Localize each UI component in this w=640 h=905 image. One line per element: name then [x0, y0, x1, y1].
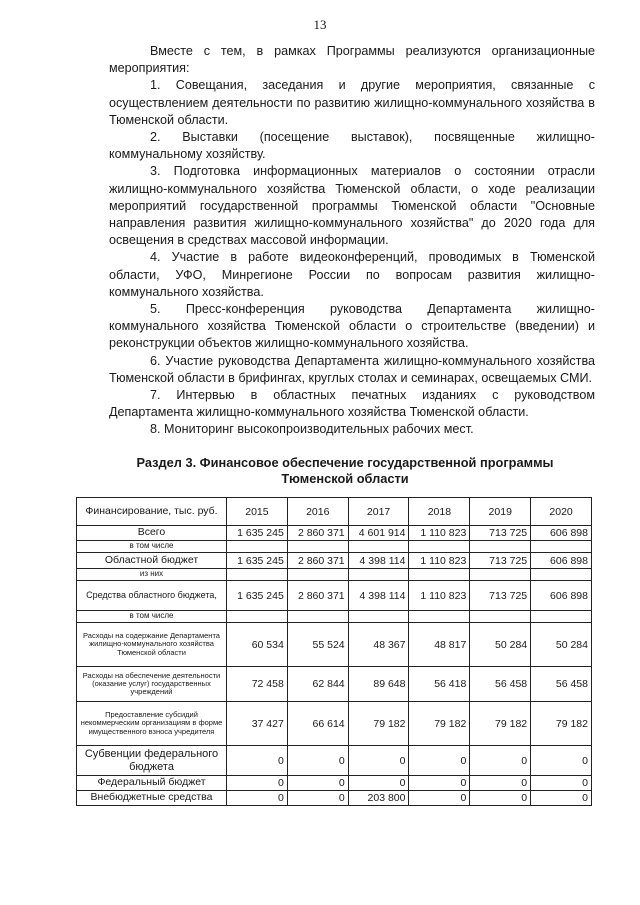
cell-value: 0 — [531, 746, 592, 776]
cell-value: 0 — [287, 746, 348, 776]
cell-value: 48 817 — [409, 623, 470, 667]
section-title-line: Раздел 3. Финансовое обеспечение государственной программы — [136, 455, 554, 470]
table-row — [77, 526, 592, 541]
table-row — [77, 702, 592, 746]
table-row — [77, 791, 592, 806]
cell-value: 606 898 — [531, 553, 592, 569]
table-row — [77, 569, 592, 581]
section-title — [90, 455, 600, 487]
cell-value: 79 182 — [470, 702, 531, 746]
paragraph: 2. Выставки (посещение выставок), посвященные жилищно-коммунальному хозяйству. — [109, 130, 595, 162]
row-label: Средства областного бюджета, — [77, 581, 227, 611]
cell-value: 203 800 — [348, 791, 409, 806]
table-row — [77, 623, 592, 667]
table-row — [77, 581, 592, 611]
paragraph: 4. Участие в работе видеоконференций, проводимых в Тюменской области, УФО, Минрегионе России по вопросам развития жилищно-коммунального хозяйства. — [109, 250, 595, 299]
row-label: Расходы на содержание Департамента жилищно-коммунального хозяйства Тюменской области — [77, 623, 227, 667]
cell-value: 79 182 — [409, 702, 470, 746]
cell-value: 56 458 — [470, 667, 531, 702]
cell-value: 79 182 — [348, 702, 409, 746]
cell-value: 1 110 823 — [409, 526, 470, 541]
cell-value: 0 — [470, 746, 531, 776]
paragraph: 1. Совещания, заседания и другие мероприятия, связанные с осуществлением деятельности по развитию жилищно-коммунального хозяйства в Тюменской области. — [109, 78, 595, 127]
cell-value: 62 844 — [287, 667, 348, 702]
paragraph: 7. Интервью в областных печатных изданиях с руководством Департамента жилищно-коммунального хозяйства Тюменской области. — [109, 388, 595, 420]
cell-value: 713 725 — [470, 553, 531, 569]
year-header: 2020 — [531, 498, 592, 526]
paragraph: Вместе с тем, в рамках Программы реализуются организационные мероприятия: — [109, 44, 595, 76]
cell-value: 606 898 — [531, 581, 592, 611]
section-title-line: Тюменской области — [281, 471, 409, 486]
table-header-row — [77, 498, 592, 526]
row-label: Федеральный бюджет — [77, 776, 227, 791]
row-label: Расходы на обеспечение деятельности (оказание услуг) государственных учреждений — [77, 667, 227, 702]
year-header: 2017 — [348, 498, 409, 526]
year-header: 2018 — [409, 498, 470, 526]
cell-value: 1 635 245 — [227, 526, 288, 541]
cell-value: 0 — [227, 791, 288, 806]
cell-value: 4 601 914 — [348, 526, 409, 541]
cell-value: 0 — [531, 776, 592, 791]
paragraph: 6. Участие руководства Департамента жилищно-коммунального хозяйства Тюменской области в брифингах, круглых столах и семинарах, освещаемых СМИ. — [109, 353, 595, 385]
cell-value: 48 367 — [348, 623, 409, 667]
cell-value: 56 458 — [531, 667, 592, 702]
table-row — [77, 667, 592, 702]
cell-value: 713 725 — [470, 581, 531, 611]
table-row — [77, 541, 592, 553]
row-label: Субвенции федерального бюджета — [77, 746, 227, 776]
cell-value: 4 398 114 — [348, 581, 409, 611]
paragraph: 8. Мониторинг высокопроизводительных рабочих мест. — [150, 422, 474, 437]
cell-value: 79 182 — [531, 702, 592, 746]
cell-value: 713 725 — [470, 526, 531, 541]
year-header: 2019 — [470, 498, 531, 526]
cell-value: 50 284 — [531, 623, 592, 667]
cell-value: 0 — [409, 791, 470, 806]
page-number: 13 — [313, 17, 327, 32]
row-label: Областной бюджет — [77, 553, 227, 569]
cell-value: 72 458 — [227, 667, 288, 702]
row-label: в том числе — [77, 541, 227, 553]
cell-value: 1 110 823 — [409, 553, 470, 569]
cell-value: 2 860 371 — [287, 526, 348, 541]
cell-value: 1 110 823 — [409, 581, 470, 611]
table-row — [77, 746, 592, 776]
cell-value: 606 898 — [531, 526, 592, 541]
cell-value: 0 — [287, 776, 348, 791]
cell-value: 2 860 371 — [287, 581, 348, 611]
row-label: Внебюджетные средства — [77, 791, 227, 806]
row-label: Предоставление субсидий некоммерческим организациям в форме имущественного взноса учредителя — [77, 702, 227, 746]
cell-value: 66 614 — [287, 702, 348, 746]
cell-value: 0 — [409, 776, 470, 791]
intro-text — [109, 43, 595, 439]
paragraph: 3. Подготовка информационных материалов о состоянии отрасли жилищно-коммунального хозяйства Тюменской области, о ходе реализации мероприятий государственной программы Тюменской области "Основные направления развития жилищно-коммунального хозяйства" до 2020 года для освещения в средствах массовой информации. — [109, 164, 595, 248]
financing-table — [76, 497, 592, 806]
cell-value: 4 398 114 — [348, 553, 409, 569]
cell-value: 56 418 — [409, 667, 470, 702]
cell-value: 0 — [348, 746, 409, 776]
cell-value: 55 524 — [287, 623, 348, 667]
cell-value: 2 860 371 — [287, 553, 348, 569]
cell-value: 0 — [227, 746, 288, 776]
cell-value: 89 648 — [348, 667, 409, 702]
row-label: Всего — [77, 526, 227, 541]
cell-value: 1 635 245 — [227, 553, 288, 569]
cell-value: 0 — [470, 776, 531, 791]
year-header: 2015 — [227, 498, 288, 526]
cell-value: 0 — [227, 776, 288, 791]
table-row — [77, 611, 592, 623]
table-row — [77, 776, 592, 791]
paragraph: 5. Пресс-конференция руководства Департамента жилищно-коммунального хозяйства Тюменской области о строительстве (введении) и реконструкции объектов жилищно-коммунального хозяйства. — [109, 302, 595, 351]
header-label: Финансирование, тыс. руб. — [77, 498, 227, 526]
table-row — [77, 553, 592, 569]
cell-value: 0 — [348, 776, 409, 791]
cell-value: 50 284 — [470, 623, 531, 667]
cell-value: 60 534 — [227, 623, 288, 667]
cell-value: 0 — [470, 791, 531, 806]
cell-value: 0 — [531, 791, 592, 806]
year-header: 2016 — [287, 498, 348, 526]
cell-value: 0 — [287, 791, 348, 806]
cell-value: 37 427 — [227, 702, 288, 746]
cell-value: 0 — [409, 746, 470, 776]
row-label: в том числе — [77, 611, 227, 623]
cell-value: 1 635 245 — [227, 581, 288, 611]
row-label: из них — [77, 569, 227, 581]
